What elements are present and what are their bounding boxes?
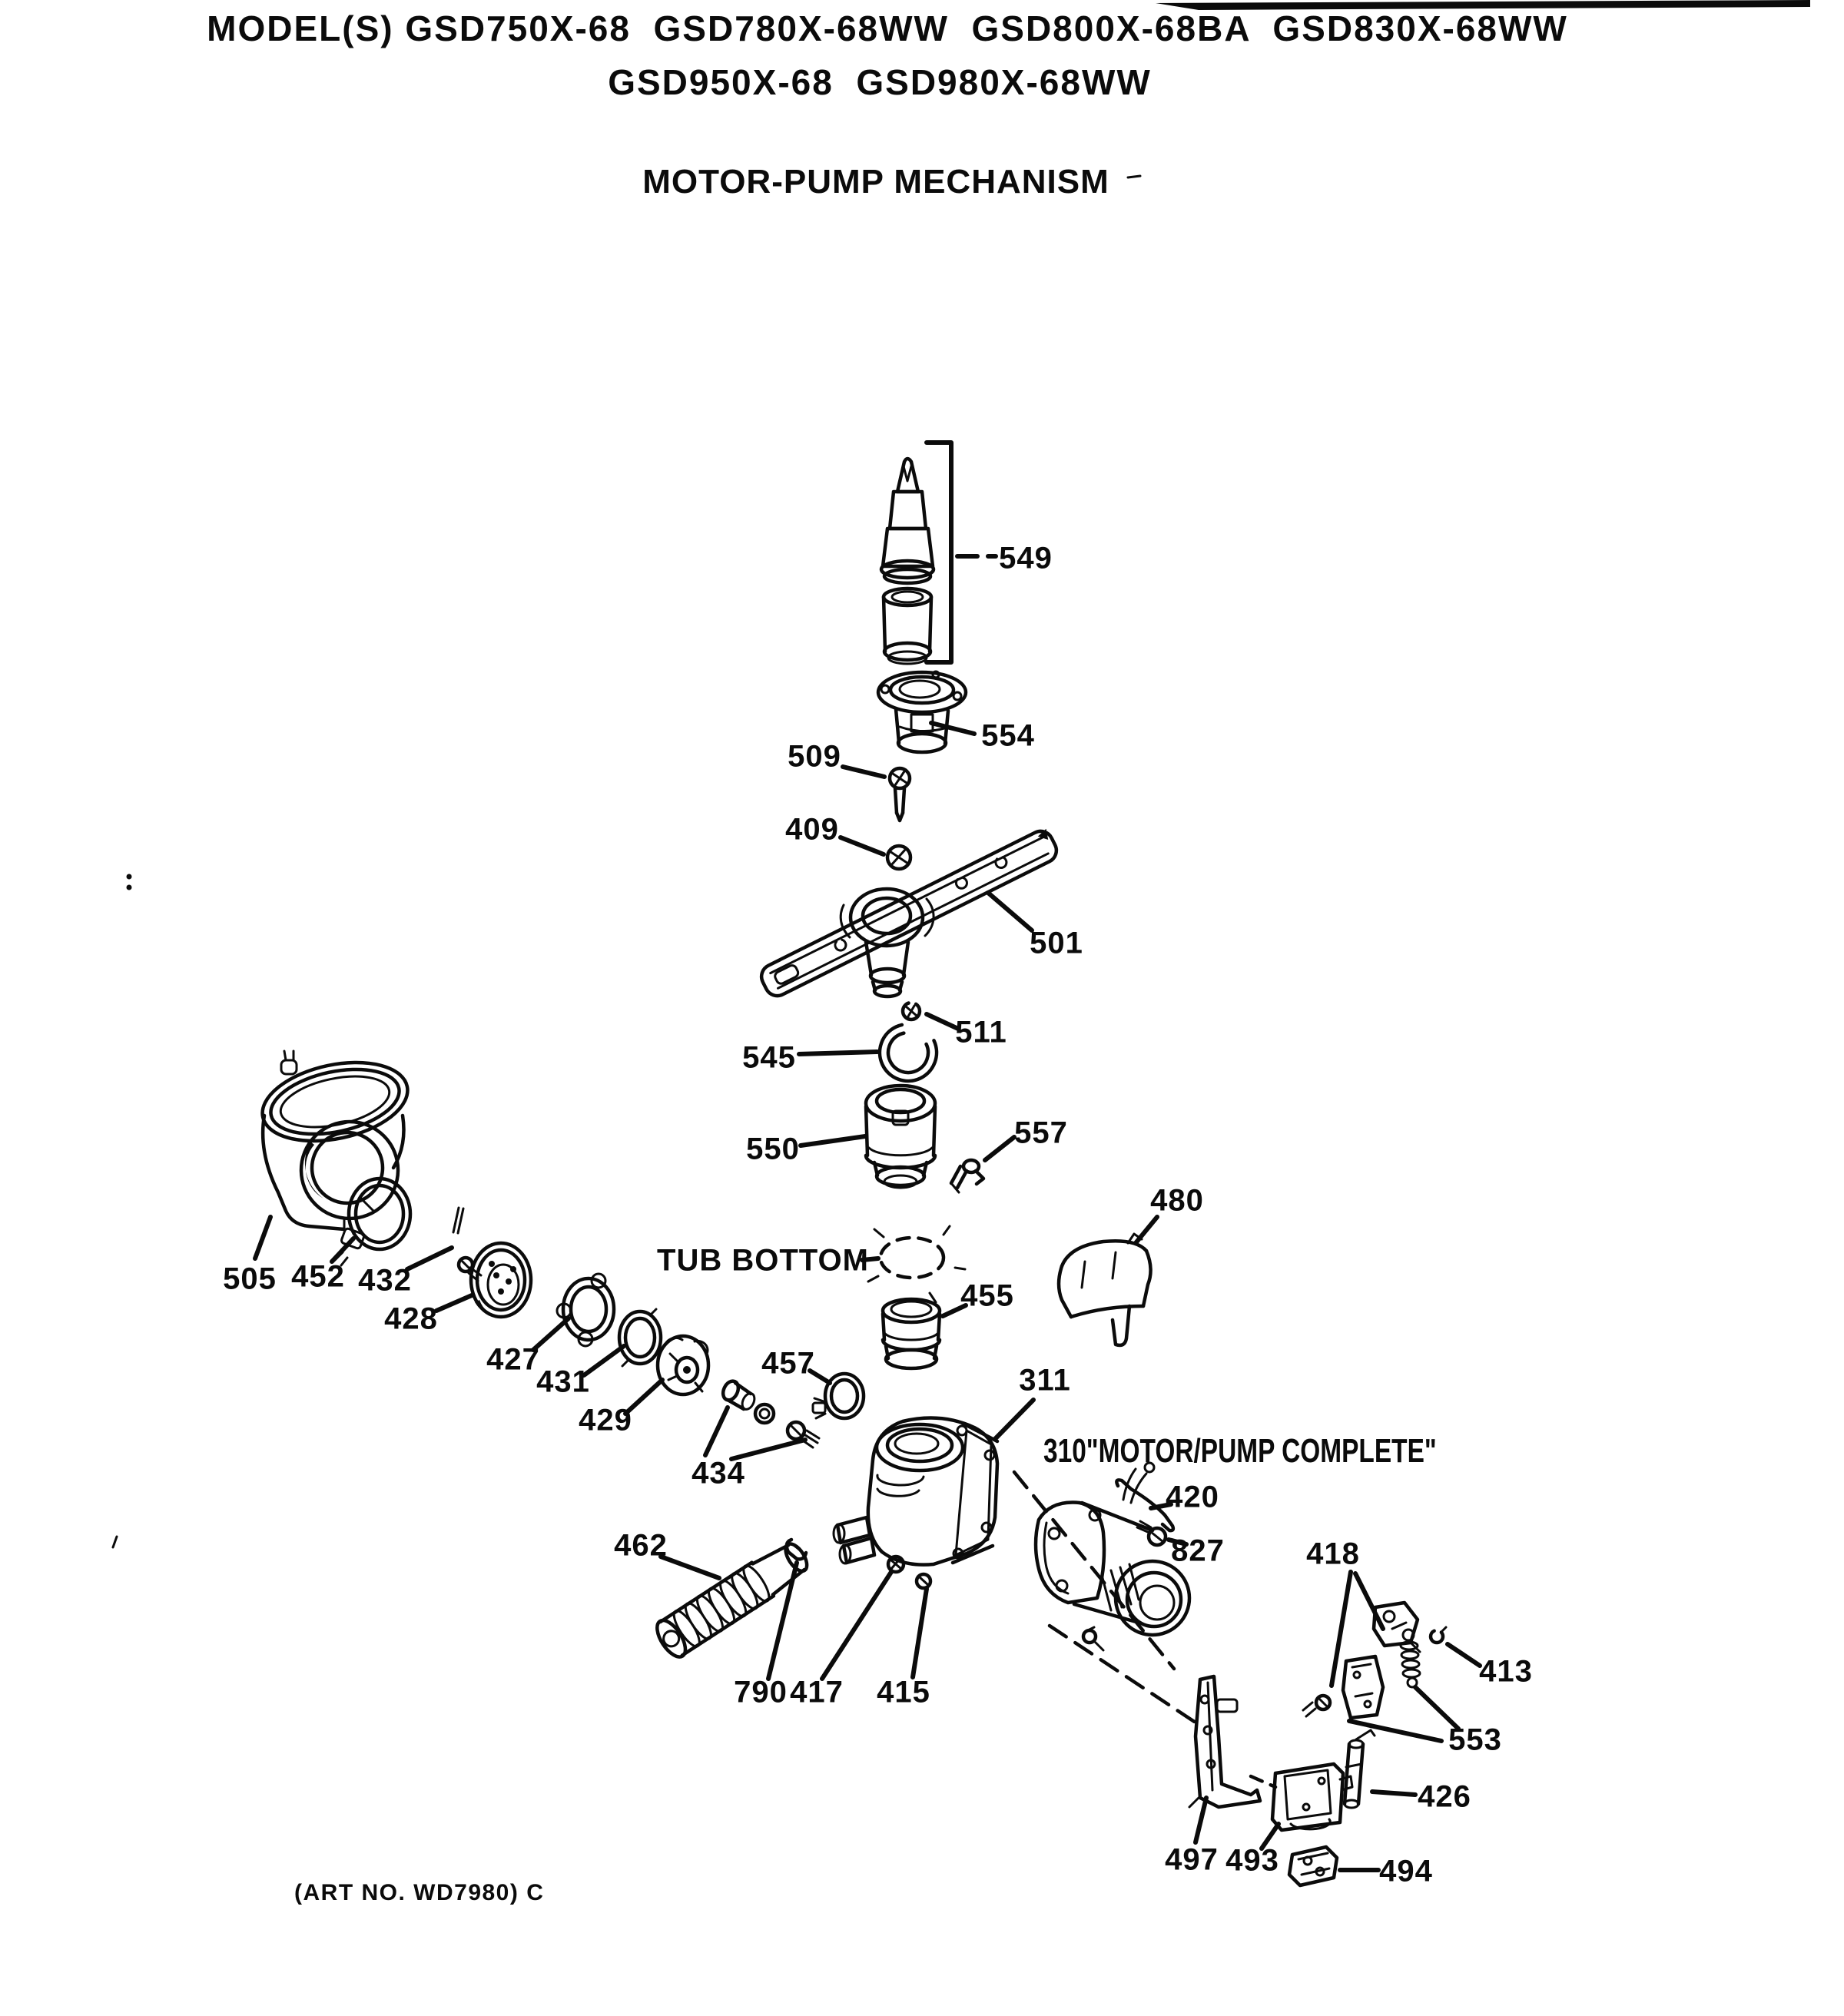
- callout-480: 480: [1150, 1183, 1204, 1218]
- callout-790: 790: [734, 1675, 788, 1709]
- part-418-terminal-kit: [1303, 1572, 1420, 1718]
- tub-bottom-label: TUB BOTTOM: [657, 1243, 869, 1278]
- callout-497: 497: [1165, 1842, 1219, 1877]
- callout-511: 511: [955, 1015, 1007, 1049]
- callout-557: 557: [1014, 1116, 1068, 1150]
- callout-455: 455: [960, 1278, 1014, 1313]
- callout-554: 554: [981, 718, 1035, 753]
- callout-418: 418: [1306, 1537, 1360, 1571]
- callout-452: 452: [291, 1259, 345, 1294]
- part-511-retainer-clip: [903, 1003, 958, 1029]
- callout-553: 553: [1448, 1723, 1502, 1757]
- callout-432: 432: [358, 1263, 412, 1298]
- part-505-drain-volute: [255, 1050, 415, 1258]
- part-557-fastener: [951, 1137, 1014, 1192]
- callout-426: 426: [1418, 1779, 1471, 1814]
- callout-494: 494: [1379, 1854, 1433, 1888]
- callout-420: 420: [1166, 1480, 1219, 1514]
- part-413-clip: [1431, 1627, 1480, 1666]
- part-311-pump-housing: [834, 1400, 1033, 1565]
- part-457-hose-clamp: [810, 1371, 864, 1418]
- callout-509: 509: [788, 739, 841, 774]
- part-493-solenoid: [1262, 1764, 1352, 1849]
- page-edge-artifact: [113, 0, 1810, 1547]
- callout-409: 409: [785, 812, 839, 847]
- callout-417: 417: [790, 1675, 844, 1709]
- part-434-hardware-kit: [705, 1378, 819, 1459]
- part-426-pin: [1345, 1730, 1415, 1808]
- part-549-spray-tower: [881, 443, 996, 664]
- part-431-seal: [584, 1309, 661, 1375]
- part-427-seal-ring: [533, 1274, 614, 1350]
- callout-550: 550: [746, 1132, 800, 1166]
- part-455-coupling: [883, 1299, 966, 1368]
- callout-311: 311: [1019, 1363, 1071, 1398]
- callout-505: 505: [223, 1262, 277, 1296]
- part-480-shield: [1059, 1217, 1157, 1345]
- axis-dashed-lines: [1014, 1472, 1275, 1787]
- callout-413: 413: [1479, 1654, 1533, 1689]
- callout-427: 427: [486, 1342, 540, 1377]
- diagram-title: MOTOR-PUMP MECHANISM: [642, 163, 1109, 201]
- callout-415: 415: [877, 1675, 930, 1709]
- callout-428: 428: [384, 1301, 438, 1336]
- model-numbers-line2: GSD950X-68 GSD980X-68WW: [608, 62, 1152, 102]
- motor-pump-complete-label: 310"MOTOR/PUMP COMPLETE": [1043, 1432, 1437, 1470]
- part-415-nut: [913, 1574, 930, 1677]
- callout-493: 493: [1225, 1843, 1279, 1878]
- model-numbers-line1: MODEL(S) GSD750X-68 GSD780X-68WW GSD800X-68BA GSD830X-68WW: [207, 8, 1568, 48]
- art-number: (ART NO. WD7980) C: [294, 1880, 545, 1905]
- callout-827: 827: [1171, 1534, 1225, 1568]
- part-553-spring: [1349, 1630, 1458, 1741]
- callout-501: 501: [1030, 926, 1083, 960]
- part-545-split-ring: [799, 1015, 946, 1090]
- part-417-nut: [822, 1557, 904, 1679]
- callout-429: 429: [579, 1403, 632, 1437]
- part-509-screw: [843, 767, 910, 821]
- part-432-screw: [407, 1208, 481, 1281]
- tub-bottom-opening: [862, 1226, 965, 1302]
- callout-457: 457: [761, 1346, 815, 1381]
- callout-434: 434: [692, 1456, 745, 1490]
- callout-549: 549: [999, 541, 1053, 575]
- part-554-bearing-funnel: [878, 671, 974, 752]
- callout-545: 545: [742, 1040, 796, 1075]
- part-409-nut: [841, 837, 910, 869]
- part-497-mounting-bracket: [1189, 1676, 1260, 1842]
- callout-431: 431: [536, 1364, 590, 1399]
- part-550-pump-support: [801, 1086, 935, 1188]
- part-429-impeller: [625, 1336, 708, 1414]
- part-494-connector: [1289, 1847, 1378, 1885]
- callout-462: 462: [614, 1528, 668, 1563]
- part-428-pulley: [436, 1243, 531, 1317]
